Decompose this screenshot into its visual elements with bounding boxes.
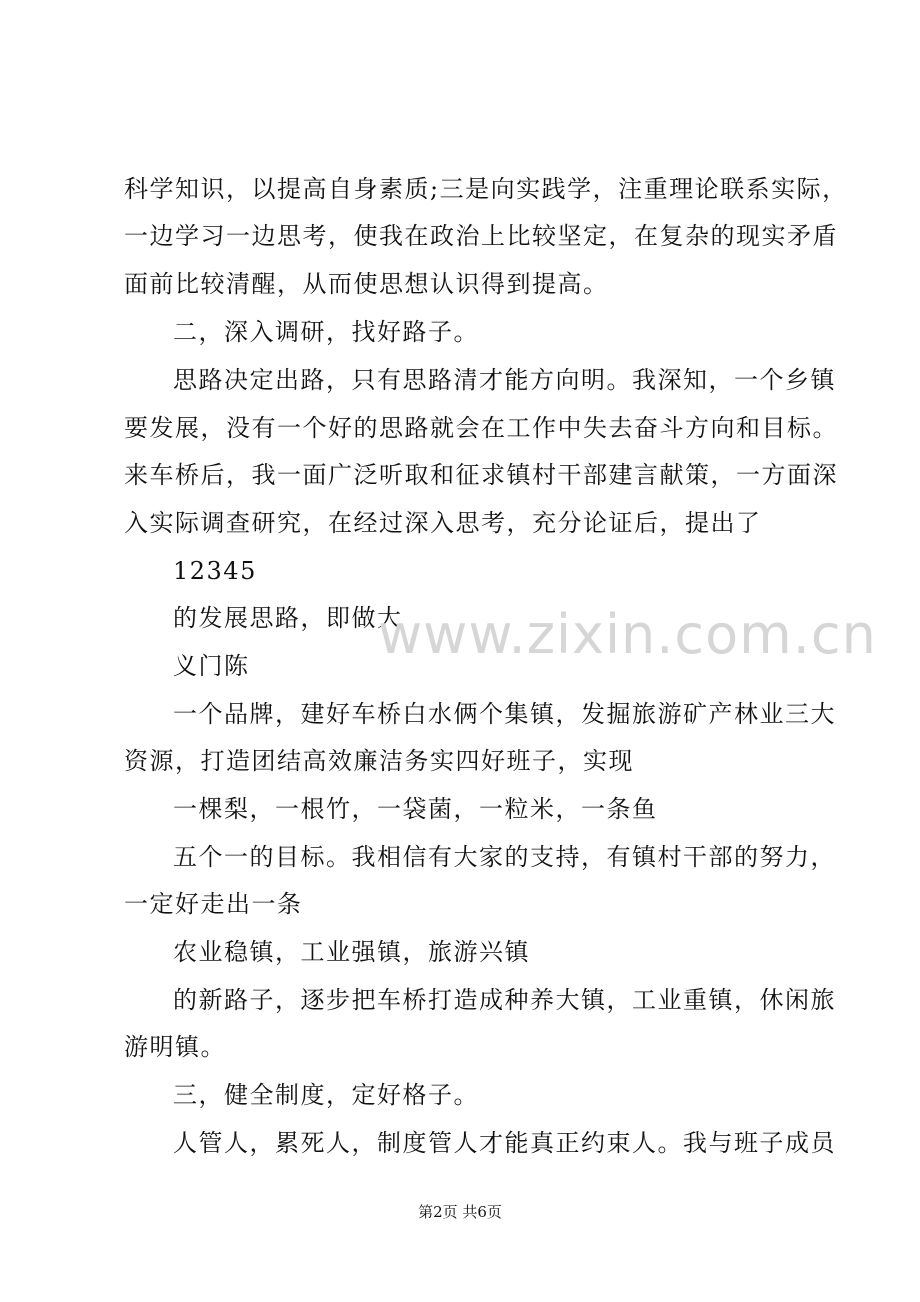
body-line: 面前比较清醒，从而使思想认识得到提高。 bbox=[124, 270, 609, 298]
body-line: 思路决定出路，只有思路清才能方向明。我深知，一个乡镇 bbox=[173, 366, 836, 394]
body-line: 义门陈 bbox=[173, 652, 250, 680]
section-heading: 二，深入调研，找好路子。 bbox=[173, 318, 479, 346]
section-heading: 三，健全制度，定好格子。 bbox=[173, 1081, 479, 1109]
body-line: 资源，打造团结高效廉洁务实四好班子，实现 bbox=[124, 747, 634, 775]
body-line: 一边学习一边思考，使我在政治上比较坚定，在复杂的现实矛盾 bbox=[124, 222, 838, 250]
body-line: 要发展，没有一个好的思路就会在工作中失去奋斗方向和目标。 bbox=[124, 414, 838, 442]
body-line: 来车桥后，我一面广泛听取和征求镇村干部建言献策，一方面深 bbox=[124, 461, 838, 489]
body-line: 科学知识，以提高自身素质;三是向实践学，注重理论联系实际， bbox=[124, 175, 848, 203]
body-line: 12345 bbox=[173, 557, 257, 585]
body-line: 人管人，累死人，制度管人才能真正约束人。我与班子成员 bbox=[173, 1129, 836, 1157]
body-line: 一定好走出一条 bbox=[124, 890, 303, 918]
body-line: 一个品牌，建好车桥白水俩个集镇，发掘旅游矿产林业三大 bbox=[173, 700, 836, 728]
body-line: 一棵梨，一根竹，一袋菌，一粒米，一条鱼 bbox=[173, 795, 658, 823]
body-line: 入实际调查研究，在经过深入思考，充分论证后，提出了 bbox=[124, 509, 762, 537]
body-line: 的发展思路，即做大 bbox=[173, 604, 403, 632]
body-line: 农业稳镇，工业强镇，旅游兴镇 bbox=[173, 938, 530, 966]
body-line: 五个一的目标。我相信有大家的支持，有镇村干部的努力， bbox=[173, 843, 836, 871]
watermark: www.zixin.com.cn bbox=[378, 603, 877, 666]
body-line: 的新路子，逐步把车桥打造成种养大镇，工业重镇，休闲旅 bbox=[173, 986, 836, 1014]
page-footer: 第2页 共6页 bbox=[418, 1203, 502, 1221]
body-line: 游明镇。 bbox=[124, 1033, 226, 1061]
